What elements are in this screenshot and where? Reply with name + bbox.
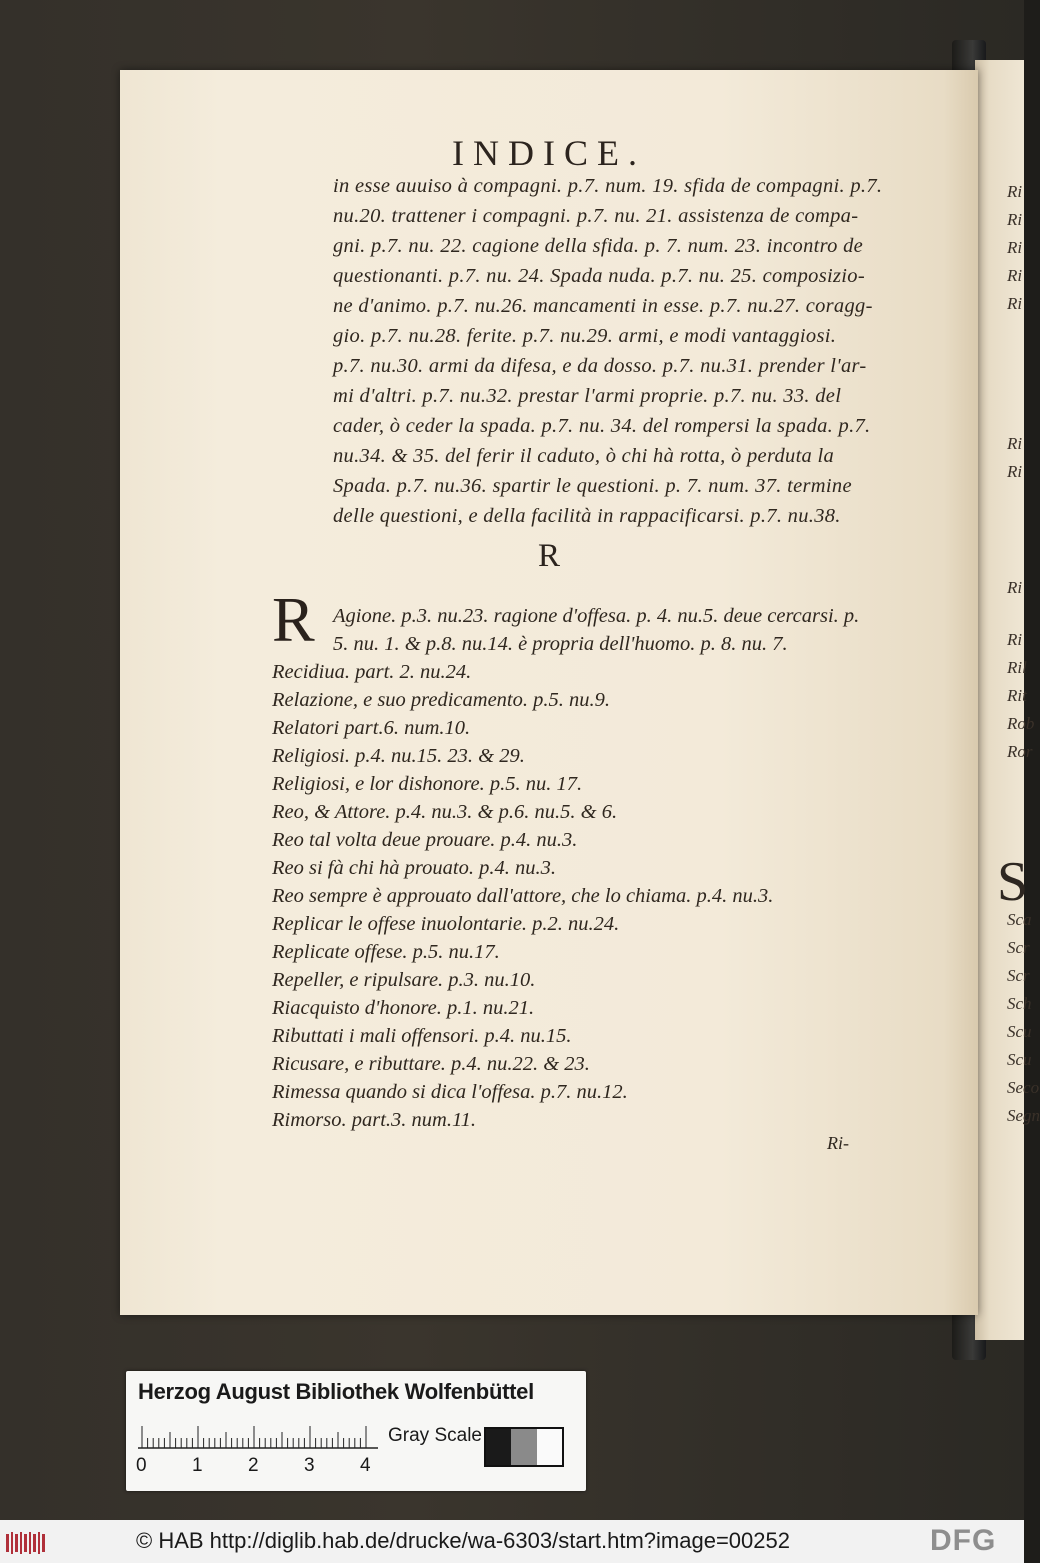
text-line: gni. p.7. nu. 22. cagione della sfida. p. 7. num. 23. incontro de bbox=[333, 235, 864, 257]
dfg-logo: DFG bbox=[930, 1524, 997, 1557]
text-line: ne d'animo. p.7. nu.26. mancamenti in esse. p.7. nu.27. coragg- bbox=[333, 295, 873, 317]
next-page-fragment: Ri bbox=[1007, 434, 1023, 453]
index-entry: Religiosi, e lor dishonore. p.5. nu. 17. bbox=[272, 773, 583, 795]
index-entry: Riacquisto d'honore. p.1. nu.21. bbox=[272, 997, 535, 1019]
catchword: Ri- bbox=[827, 1133, 849, 1153]
text-line: gio. p.7. nu.28. ferite. p.7. nu.29. armi, e modi vantaggiosi. bbox=[333, 325, 837, 347]
page-header: INDICE. bbox=[452, 133, 646, 173]
drop-cap: R bbox=[272, 584, 315, 655]
index-entry: Replicar le offese inuolontarie. p.2. nu.24. bbox=[272, 913, 620, 935]
next-page-fragment: Ri bbox=[1007, 630, 1023, 649]
gray-scale-swatches bbox=[484, 1427, 564, 1467]
next-page-fragment: Ri bbox=[1007, 462, 1023, 481]
book-page bbox=[120, 70, 978, 1315]
next-page-fragment: Ri bbox=[1007, 210, 1023, 229]
ruler-number: 2 bbox=[248, 1455, 259, 1476]
index-entry: Replicate offese. p.5. nu.17. bbox=[272, 941, 500, 963]
hab-barcode-icon bbox=[6, 1532, 46, 1554]
section-letter: R bbox=[537, 538, 560, 574]
next-page-fragment: Scu bbox=[1007, 1050, 1032, 1069]
next-page-fragment: Sch bbox=[1007, 994, 1032, 1013]
next-page-section-letter: S bbox=[997, 851, 1029, 913]
next-page-edge bbox=[975, 60, 1040, 1340]
index-entry: Reo tal volta deue prouare. p.4. nu.3. bbox=[272, 829, 578, 851]
index-entry: Ributtati i mali offensori. p.4. nu.15. bbox=[272, 1025, 572, 1047]
index-entry-line: Agione. p.3. nu.23. ragione d'offesa. p. 4. nu.5. deue cercarsi. p. bbox=[333, 605, 860, 627]
next-page-fragment: Sca bbox=[1007, 910, 1032, 929]
index-entry: Rimorso. part.3. num.11. bbox=[272, 1109, 477, 1131]
next-page-fragment: Scr bbox=[1007, 966, 1030, 985]
ruler-number: 0 bbox=[136, 1455, 147, 1476]
library-label bbox=[126, 1371, 586, 1491]
index-entry: Ricusare, e ributtare. p.4. nu.22. & 23. bbox=[272, 1053, 590, 1075]
text-line: questionanti. p.7. nu. 24. Spada nuda. p.7. nu. 25. composizio- bbox=[333, 265, 865, 287]
index-entry: Reo si fà chi hà prouato. p.4. nu.3. bbox=[272, 857, 556, 879]
next-page-fragment: Rob bbox=[1007, 714, 1035, 733]
next-page-fragment: Ri bbox=[1007, 182, 1023, 201]
text-line: nu.34. & 35. del ferir il caduto, ò chi hà rotta, ò perduta la bbox=[333, 445, 835, 467]
index-entry: Repeller, e ripulsare. p.3. nu.10. bbox=[272, 969, 536, 991]
next-page-fragment: Segn bbox=[1007, 1106, 1040, 1125]
text-line: Spada. p.7. nu.36. spartir le questioni. p. 7. num. 37. termine bbox=[333, 475, 852, 497]
index-entry: Reo, & Attore. p.4. nu.3. & p.6. nu.5. & 6. bbox=[272, 801, 618, 823]
next-page-fragment: Ri bbox=[1007, 294, 1023, 313]
next-page-fragment: Ri bbox=[1007, 238, 1023, 257]
index-entry: Relazione, e suo predicamento. p.5. nu.9. bbox=[272, 689, 610, 711]
index-entry: Recidiua. part. 2. nu.24. bbox=[272, 661, 472, 683]
next-page-fragment: Ri bbox=[1007, 266, 1023, 285]
next-page-fragment: Scr bbox=[1007, 938, 1030, 957]
footer-copyright-link[interactable]: © HAB http://diglib.hab.de/drucke/wa-6303/start.htm?image=00252 bbox=[136, 1528, 790, 1553]
next-page-fragment: Ror bbox=[1007, 742, 1033, 761]
gray-scale-label: Gray Scale bbox=[388, 1425, 482, 1446]
next-page-fragment: Ri bbox=[1007, 578, 1023, 597]
library-label-title: Herzog August Bibliothek Wolfenbüttel bbox=[138, 1379, 534, 1404]
index-entry-line: 5. nu. 1. & p.8. nu.14. è propria dell'huomo. p. 8. nu. 7. bbox=[333, 633, 788, 655]
ruler-number: 4 bbox=[360, 1455, 371, 1476]
next-page-fragment: Seco bbox=[1007, 1078, 1040, 1097]
text-line: delle questioni, e della facilità in rappacificarsi. p.7. nu.38. bbox=[333, 505, 841, 527]
index-entry: Reo sempre è approuato dall'attore, che lo chiama. p.4. nu.3. bbox=[272, 885, 774, 907]
ruler-number: 1 bbox=[192, 1455, 203, 1476]
text-line: p.7. nu.30. armi da difesa, e da dosso. p.7. nu.31. prender l'ar- bbox=[333, 355, 867, 377]
text-line: cader, ò ceder la spada. p.7. nu. 34. del rompersi la spada. p.7. bbox=[333, 415, 871, 437]
text-line: in esse auuiso à compagni. p.7. num. 19. sfida de compagni. p.7. bbox=[333, 175, 883, 197]
text-line: nu.20. trattener i compagni. p.7. nu. 21. assistenza de compa- bbox=[333, 205, 859, 227]
next-page-fragment: Rit bbox=[1007, 686, 1027, 705]
index-entry: Rimessa quando si dica l'offesa. p.7. nu.12. bbox=[272, 1081, 628, 1103]
index-entry: Relatori part.6. num.10. bbox=[272, 717, 471, 739]
gray-swatch-white bbox=[537, 1429, 562, 1465]
next-page-fragment: Ril bbox=[1007, 658, 1027, 677]
gray-swatch-black bbox=[486, 1429, 511, 1465]
text-line: mi d'altri. p.7. nu.32. prestar l'armi proprie. p.7. nu. 33. del bbox=[333, 385, 842, 407]
index-entry: Religiosi. p.4. nu.15. 23. & 29. bbox=[272, 745, 525, 767]
footer-bar bbox=[0, 1520, 1024, 1563]
gray-swatch-mid bbox=[511, 1429, 536, 1465]
next-page-fragment: Scu bbox=[1007, 1022, 1032, 1041]
ruler-icon bbox=[138, 1419, 378, 1449]
ruler-number: 3 bbox=[304, 1455, 315, 1476]
